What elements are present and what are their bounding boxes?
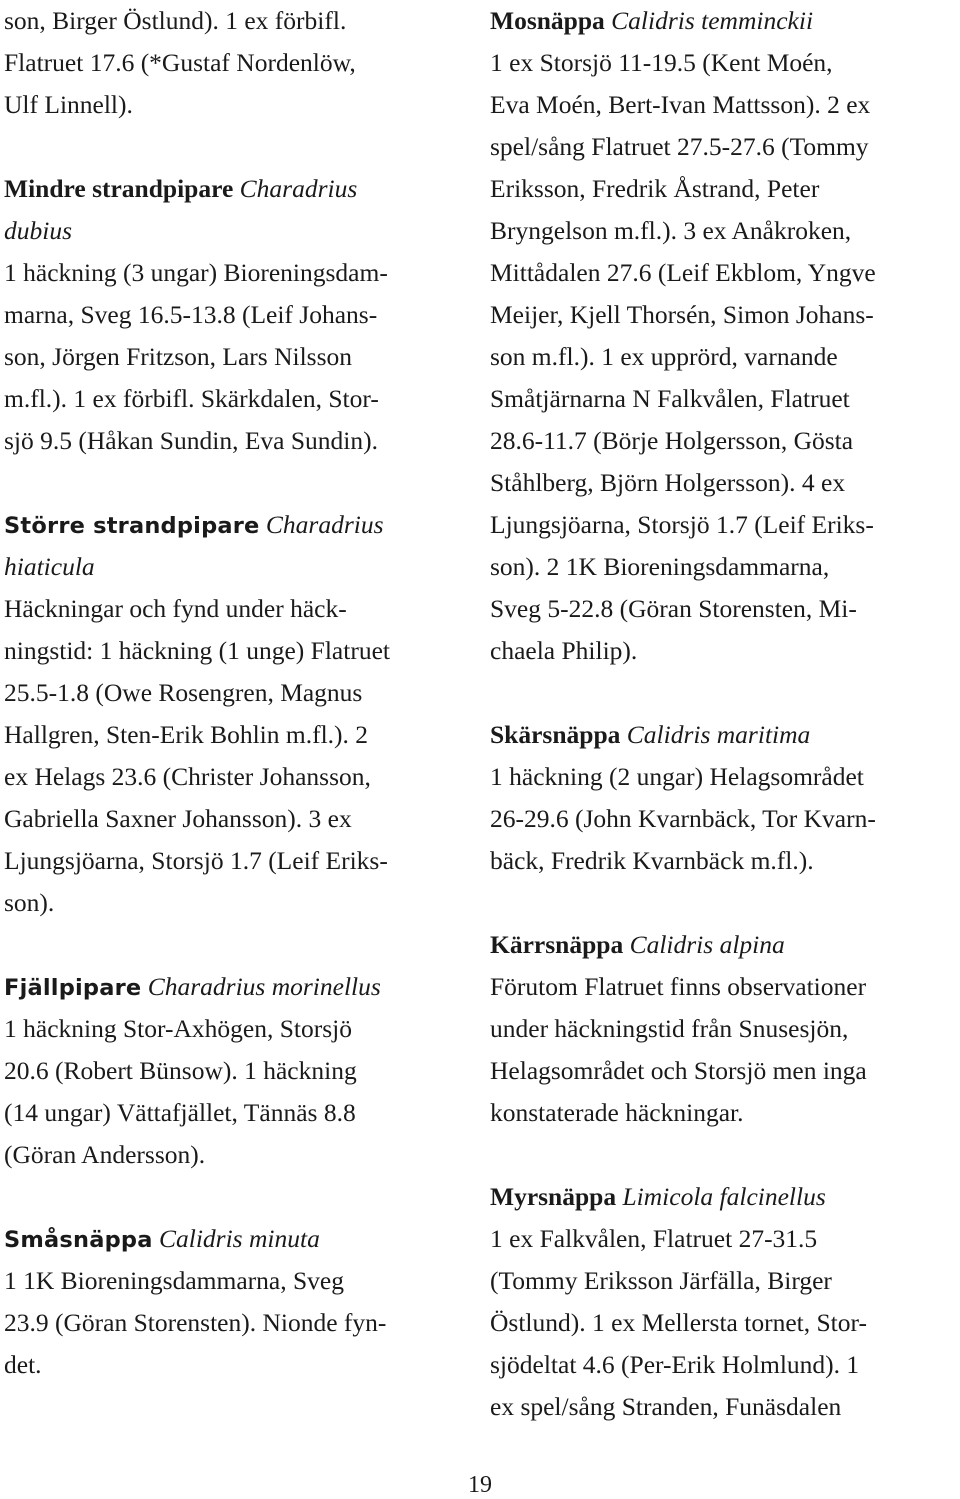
text-line: son). 2 1K Bioreningsdammarna, <box>490 552 830 581</box>
text-line: 25.5-1.8 (Owe Rosengren, Magnus <box>4 678 363 707</box>
text-line: 1 ex Storsjö 11-19.5 (Kent Moén, <box>490 48 833 77</box>
species-heading-karrsnappa <box>490 924 960 966</box>
text-line: konstaterade häckningar. <box>490 1098 744 1127</box>
text-line: son). <box>4 888 55 917</box>
text-line: Ståhlberg, Björn Holgersson). 4 ex <box>490 468 846 497</box>
species-name: Större strandpipare <box>4 513 260 539</box>
text-line: under häckningstid från Snusesjön, <box>490 1014 849 1043</box>
text-line: Bryngelson m.fl.). 3 ex Anåkroken, <box>490 216 852 245</box>
scientific-name: Calidris temminckii <box>611 6 814 35</box>
species-heading-storre-strandpipare <box>4 504 474 546</box>
text-line: Häckningar och fynd under häck- <box>4 594 347 623</box>
scientific-name: Calidris minuta <box>159 1224 320 1253</box>
species-name: Mindre strandpipare <box>4 174 234 203</box>
scientific-name: Charadrius morinellus <box>147 972 381 1001</box>
text-line: 20.6 (Robert Bünsow). 1 häckning <box>4 1056 357 1085</box>
species-name: Fjällpipare <box>4 975 142 1001</box>
text-line: Småtjärnarna N Falkvålen, Flatruet <box>490 384 850 413</box>
page-number: 19 <box>468 1472 492 1498</box>
text-line: Gabriella Saxner Johansson). 3 ex <box>4 804 352 833</box>
text-line: 1 häckning (3 ungar) Bioreningsdam- <box>4 258 388 287</box>
text-line: 28.6-11.7 (Börje Holgersson, Gösta <box>490 426 854 455</box>
text-line: son, Birger Östlund). 1 ex förbifl. <box>4 6 347 35</box>
text-line: 1 1K Bioreningsdammarna, Sveg <box>4 1266 344 1295</box>
text-line: Ljungsjöarna, Storsjö 1.7 (Leif Eriks- <box>4 846 388 875</box>
species-heading-smasnappa <box>4 1218 474 1260</box>
text-line: Hallgren, Sten-Erik Bohlin m.fl.). 2 <box>4 720 369 749</box>
text-line: Helagsområdet och Storsjö men inga <box>490 1056 867 1085</box>
text-line: (14 ungar) Vättafjället, Tännäs 8.8 <box>4 1098 356 1127</box>
text-line: m.fl.). 1 ex förbifl. Skärkdalen, Stor- <box>4 384 379 413</box>
text-line: Östlund). 1 ex Mellersta tornet, Stor- <box>490 1308 867 1337</box>
text-line: ningstid: 1 häckning (1 unge) Flatruet <box>4 636 390 665</box>
scientific-name: Calidris alpina <box>629 930 785 959</box>
text-line: marna, Sveg 16.5-13.8 (Leif Johans- <box>4 300 378 329</box>
text-line: (Göran Andersson). <box>4 1140 206 1169</box>
text-line: Sveg 5-22.8 (Göran Storensten, Mi- <box>490 594 857 623</box>
text-line: son m.fl.). 1 ex upprörd, varnande <box>490 342 838 371</box>
scientific-name: Limicola falcinellus <box>622 1182 826 1211</box>
text-line: Förutom Flatruet finns observationer <box>490 972 867 1001</box>
species-heading-mosnappa <box>490 0 960 42</box>
text-line: Flatruet 17.6 (*Gustaf Nordenlöw, <box>4 48 356 77</box>
species-name: Skärsnäppa <box>490 720 621 749</box>
scientific-name: dubius <box>4 216 73 245</box>
text-line: ex spel/sång Stranden, Funäsdalen <box>490 1392 842 1421</box>
text-line: (Tommy Eriksson Järfälla, Birger <box>490 1266 832 1295</box>
left-column <box>4 0 474 1386</box>
scientific-name: Charadrius <box>265 510 384 539</box>
species-heading-mindre-strandpipare <box>4 168 474 210</box>
text-line: ex Helags 23.6 (Christer Johansson, <box>4 762 371 791</box>
species-heading-myrsnappa <box>490 1176 960 1218</box>
text-line: Eriksson, Fredrik Åstrand, Peter <box>490 174 820 203</box>
species-heading-fjallpipare <box>4 966 474 1008</box>
species-heading-skarsnappa <box>490 714 960 756</box>
text-line: det. <box>4 1350 42 1379</box>
text-line: 26-29.6 (John Kvarnbäck, Tor Kvarn- <box>490 804 876 833</box>
text-line: 1 häckning Stor-Axhögen, Storsjö <box>4 1014 352 1043</box>
species-name: Kärrsnäppa <box>490 930 624 959</box>
text-line: 1 häckning (2 ungar) Helagsområdet <box>490 762 864 791</box>
text-line: spel/sång Flatruet 27.5-27.6 (Tommy <box>490 132 869 161</box>
species-name: Myrsnäppa <box>490 1182 617 1211</box>
text-line: Ulf Linnell). <box>4 90 133 119</box>
text-line: Eva Moén, Bert-Ivan Mattsson). 2 ex <box>490 90 871 119</box>
scientific-name: Charadrius <box>239 174 358 203</box>
text-line: chaela Philip). <box>490 636 638 665</box>
species-name: Småsnäppa <box>4 1227 153 1253</box>
species-name: Mosnäppa <box>490 6 605 35</box>
text-line: Mittådalen 27.6 (Leif Ekblom, Yngve <box>490 258 876 287</box>
scientific-name: Calidris maritima <box>626 720 811 749</box>
scientific-name: hiaticula <box>4 552 95 581</box>
text-line: son, Jörgen Fritzson, Lars Nilsson <box>4 342 353 371</box>
text-line: 1 ex Falkvålen, Flatruet 27-31.5 <box>490 1224 818 1253</box>
right-column <box>490 0 960 1428</box>
text-line: 23.9 (Göran Storensten). Nionde fyn- <box>4 1308 387 1337</box>
text-line: bäck, Fredrik Kvarnbäck m.fl.). <box>490 846 814 875</box>
text-line: Ljungsjöarna, Storsjö 1.7 (Leif Eriks- <box>490 510 874 539</box>
text-line: Meijer, Kjell Thorsén, Simon Johans- <box>490 300 874 329</box>
text-line: sjö 9.5 (Håkan Sundin, Eva Sundin). <box>4 426 378 455</box>
text-line: sjödeltat 4.6 (Per-Erik Holmlund). 1 <box>490 1350 860 1379</box>
